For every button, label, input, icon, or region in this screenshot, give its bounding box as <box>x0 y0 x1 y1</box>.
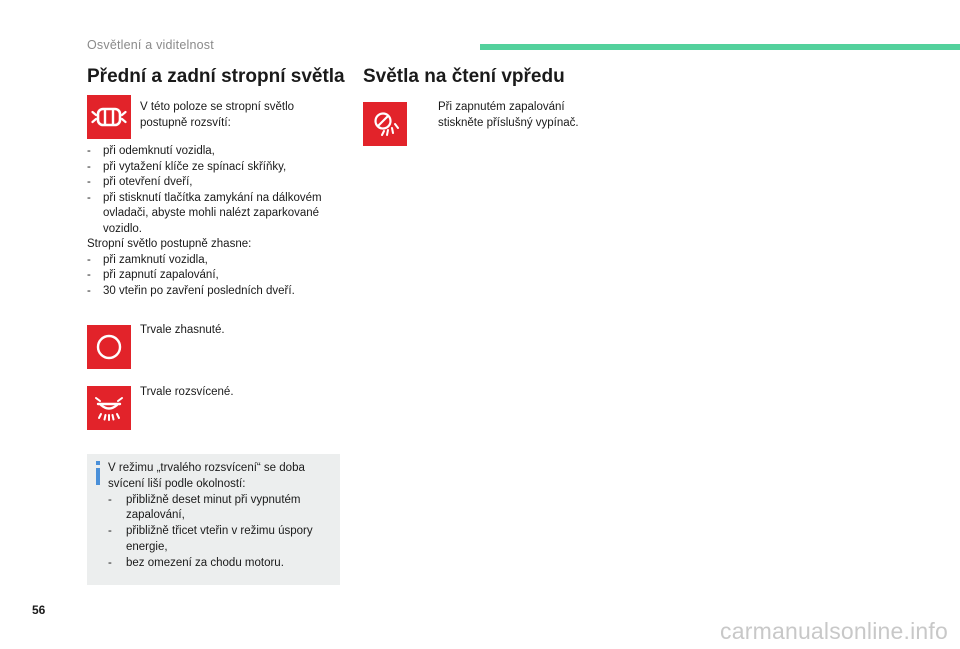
list-item: - při stisknutí tlačítka zamykání na dálkovém ovladači, abyste mohli nalézt zaparkované vozidlo. <box>87 191 322 235</box>
list-item: - 30 vteřin po zavření posledních dveří. <box>87 284 295 297</box>
light-on-icon <box>87 386 131 430</box>
info-icon <box>94 461 102 485</box>
list-item: - při vytažení klíče ze spínací skříňky, <box>87 160 287 173</box>
list-item: - přibližně deset minut při vypnutém zapalování, <box>108 493 301 522</box>
list-item: - při zamknutí vozidla, <box>87 253 208 266</box>
list-item: - při zapnutí zapalování, <box>87 269 219 281</box>
page-number: 56 <box>32 603 46 617</box>
list-item: - přibližně třicet vteřin v režimu úspory energie, <box>108 525 313 553</box>
door-courtesy-icon <box>87 95 131 139</box>
list-item: Při zapnutém zapalování stiskněte příslušný vypínač. <box>438 101 579 129</box>
light-on-text: Trvale rozsvícené. <box>140 386 234 398</box>
reading-light-icon <box>363 102 407 146</box>
header-accent-bar <box>480 44 960 50</box>
on-conditions-list <box>87 144 340 237</box>
info-list <box>108 493 336 572</box>
list-item: - při otevření dveří, <box>87 176 193 188</box>
reading-light-instruction <box>416 100 596 131</box>
section-label: Osvětlení a viditelnost <box>87 38 214 52</box>
off-conditions-list <box>87 253 340 300</box>
left-section-title: Přední a zadní stropní světla <box>87 66 345 87</box>
light-off-icon <box>87 325 131 369</box>
watermark: carmanualsonline.info <box>720 618 948 644</box>
door-position-text: V této poloze se stropní světlo postupně rozsvítí: <box>140 101 295 129</box>
courtesy-light-conditions <box>87 144 340 299</box>
info-box <box>87 454 340 585</box>
list-item: - při odemknutí vozidla, <box>87 145 215 157</box>
info-text <box>108 461 336 572</box>
list-item: - bez omezení za chodu motoru. <box>108 556 284 569</box>
right-section-title: Světla na čtení vpředu <box>363 66 565 87</box>
off-intro: Stropní světlo postupně zhasne: <box>87 238 252 250</box>
info-intro: V režimu „trvalého rozsvícení“ se doba svícení liší podle okolností: <box>108 462 305 490</box>
light-off-text: Trvale zhasnuté. <box>140 324 225 336</box>
